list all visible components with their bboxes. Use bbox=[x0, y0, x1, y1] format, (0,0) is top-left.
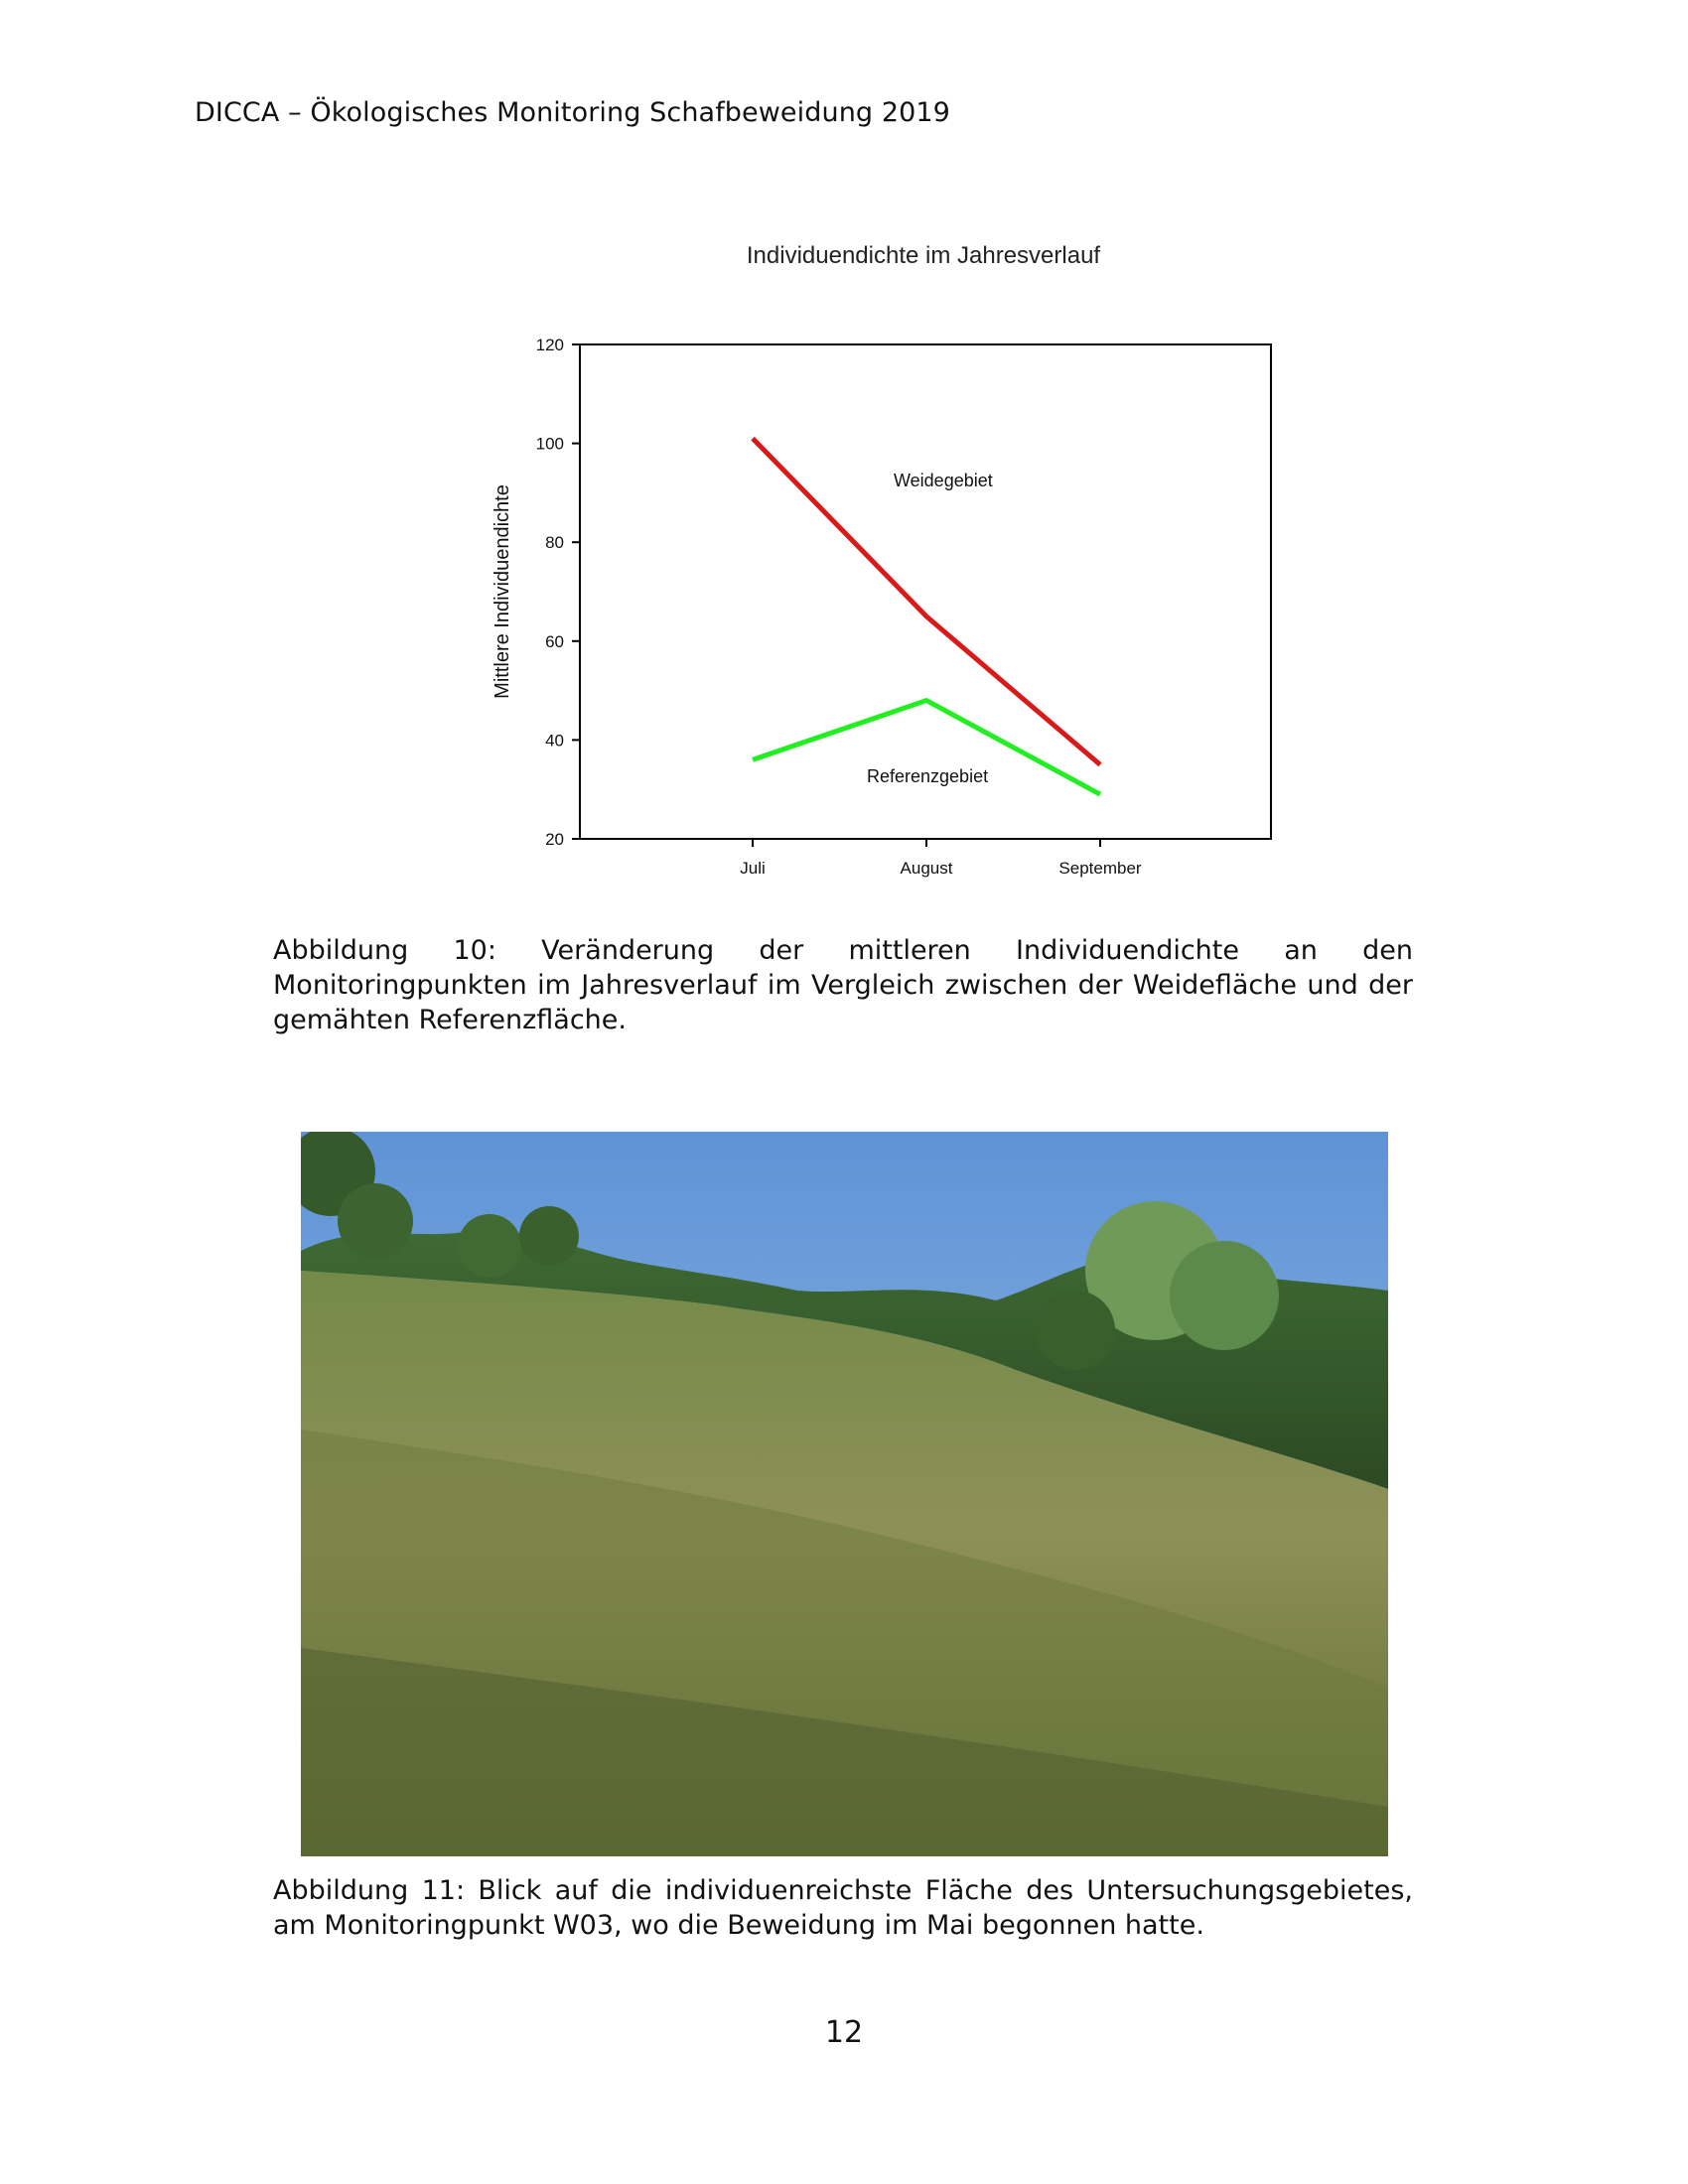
series-group bbox=[753, 439, 1100, 795]
line-chart bbox=[467, 228, 1321, 903]
running-header: DICCA – Ökologisches Monitoring Schafbeweidung 2019 bbox=[195, 97, 950, 128]
y-tick-label: 20 bbox=[545, 830, 564, 849]
meadow-photo bbox=[301, 1132, 1388, 1856]
figure-10-caption: Abbildung 10: Veränderung der mittleren Individuendichte an den Monitoringpunkten im Jahresverlauf im Vergleich zwischen der Weidefläche und der gemähten Referenzfläche. bbox=[273, 935, 1413, 1035]
y-tick-label: 60 bbox=[545, 631, 564, 651]
x-tick-label: September bbox=[1058, 859, 1142, 878]
page-number: 12 bbox=[824, 2015, 864, 2050]
series-label-1: Referenzgebiet bbox=[867, 766, 989, 786]
y-axis-label: Mittlere Individuendichte bbox=[492, 484, 513, 699]
figure-11-caption: Abbildung 11: Blick auf die individuenreichste Fläche des Untersuchungsgebietes, am Monitoringpunkt W03, wo die Beweidung im Mai begonnen hatte. bbox=[273, 1875, 1413, 1941]
y-tick-label: 100 bbox=[535, 434, 564, 454]
x-axis bbox=[740, 839, 1142, 878]
plot-frame bbox=[580, 344, 1271, 839]
y-tick-label: 40 bbox=[545, 731, 564, 751]
series-labels bbox=[867, 471, 993, 786]
series-label-0: Weidegebiet bbox=[894, 471, 993, 490]
chart-canvas bbox=[467, 228, 1321, 903]
y-tick-label: 120 bbox=[535, 336, 564, 354]
y-tick-label: 80 bbox=[545, 533, 564, 553]
chart-title: Individuendichte im Jahresverlauf bbox=[746, 242, 1101, 269]
y-axis bbox=[536, 336, 580, 849]
x-tick-label: Juli bbox=[740, 859, 766, 878]
x-tick-label: August bbox=[900, 859, 953, 878]
